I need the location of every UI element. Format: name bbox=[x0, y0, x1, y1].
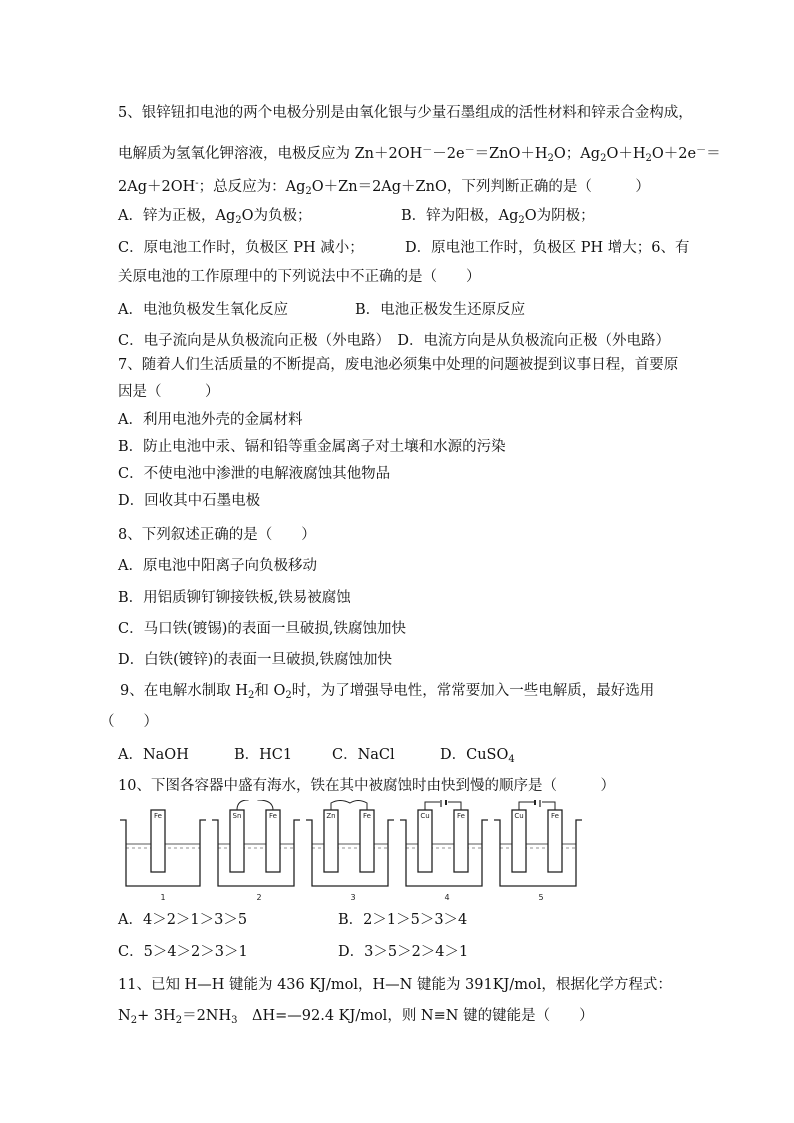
beaker-5-right-label: Fe bbox=[551, 812, 559, 820]
beaker-2-left-label: Sn bbox=[232, 812, 242, 820]
q11-equation: $N_2+ 3H_2=2NH_3$ ΔH=—92.4 KJ/mol，则 N≡N 键的键能是（ ） bbox=[118, 1008, 594, 1026]
q10-option-a: A．4＞2＞1＞3＞5 bbox=[118, 912, 248, 928]
beaker-3-left-label: Zn bbox=[326, 812, 336, 820]
q8-option-c: C．马口铁(镀锡)的表面一旦破损,铁腐蚀加快 bbox=[118, 621, 407, 637]
q7-stem-line1: 7、随着人们生活质量的不断提高，废电池必须集中处理的问题被提到议事日程，首要原 bbox=[118, 357, 679, 373]
q5-stem-line3: 2Ag＋2OH-；总反应为：$Ag_2O+Zn=2Ag+ZnO$，下列判断正确的是（ ） bbox=[118, 178, 650, 197]
q10-option-d: D．3＞5＞2＞4＞1 bbox=[338, 944, 469, 960]
beaker-2-number: 2 bbox=[256, 893, 262, 902]
beaker-3 bbox=[306, 801, 394, 887]
beaker-3-number: 3 bbox=[350, 893, 356, 902]
beaker-4 bbox=[400, 800, 488, 886]
q9-option-b: B．HC1 bbox=[234, 747, 293, 763]
q9-option-d: D．CuSO$_4$ bbox=[440, 747, 515, 765]
q6-option-a: A．电池负极发生氧化反应 bbox=[118, 302, 288, 318]
beaker-2-right-label: Fe bbox=[269, 812, 277, 820]
q7-option-a: A．利用电池外壳的金属材料 bbox=[118, 412, 303, 428]
beaker-5-left-label: Cu bbox=[514, 812, 524, 820]
q9-option-c: C．NaCl bbox=[332, 747, 395, 763]
beaker-2 bbox=[212, 800, 300, 886]
q7-option-c: C．不使电池中渗泄的电解液腐蚀其他物品 bbox=[118, 466, 391, 482]
corrosion-beakers-diagram bbox=[118, 800, 598, 906]
q6-option-cd: C．电子流向是从负极流向正极（外电路） D．电流方向是从负极流向正极（外电路） bbox=[118, 333, 670, 349]
beaker-1-right-label: Fe bbox=[154, 812, 162, 820]
beaker-3-right-label: Fe bbox=[363, 812, 371, 820]
beaker-4-left-label: Cu bbox=[420, 812, 430, 820]
q7-option-b: B．防止电池中汞、镉和铅等重金属离子对土壤和水源的污染 bbox=[118, 439, 506, 455]
q8-option-a: A．原电池中阳离子向负极移动 bbox=[118, 558, 317, 574]
beaker-4-number: 4 bbox=[444, 893, 450, 902]
q8-option-b: B．用铝质铆钉铆接铁板,铁易被腐蚀 bbox=[118, 590, 351, 606]
q10-option-c: C．5＞4＞2＞3＞1 bbox=[118, 944, 248, 960]
q5-stem-line2: 电解质为氢氧化钾溶液，电极反应为 $Zn+2OH^--2e^-=ZnO+H_2O$；$Ag_2O+H_2O+2e^-=$ bbox=[118, 145, 721, 164]
q10-stem: 10、下图各容器中盛有海水，铁在其中被腐蚀时由快到慢的顺序是（ ） bbox=[118, 778, 615, 794]
q5-option-b: B．锌为阳极，$Ag_2O$为阴极； bbox=[401, 208, 595, 226]
beaker-1 bbox=[120, 810, 206, 886]
q10-option-b: B．2＞1＞5＞3＞4 bbox=[338, 912, 468, 928]
q9-option-a: A．NaOH bbox=[118, 747, 189, 763]
q7-stem-line2: 因是（ ） bbox=[118, 384, 220, 400]
beaker-4-right-label: Fe bbox=[457, 812, 465, 820]
q9-stem: 9、在电解水制取 $H_2$和 $O_2$时，为了增强导电性，常常要加入一些电解质，最好选用 bbox=[120, 683, 655, 701]
q8-stem: 8、下列叙述正确的是（ ） bbox=[118, 527, 316, 543]
beaker-5-number: 5 bbox=[538, 893, 544, 902]
q11-stem: 11、已知 H—H 键能为 436 KJ/mol，H—N 键能为 391KJ/mol，根据化学方程式： bbox=[118, 977, 672, 993]
q5-stem-line1: 5、银锌钮扣电池的两个电极分别是由氧化银与少量石墨组成的活性材料和锌汞合金构成， bbox=[118, 105, 693, 121]
q6-stem: 关原电池的工作原理中的下列说法中不正确的是（ ） bbox=[118, 269, 481, 285]
beaker-5 bbox=[494, 800, 582, 886]
q7-option-d: D．回收其中石墨电极 bbox=[118, 493, 261, 509]
q5-option-a: A．锌为正极，$Ag_2O$为负极； bbox=[118, 208, 312, 226]
beaker-1-number: 1 bbox=[160, 893, 166, 902]
q5-option-c: C．原电池工作时，负极区 PH 减小； bbox=[118, 240, 364, 256]
q8-option-d: D．白铁(镀锌)的表面一旦破损,铁腐蚀加快 bbox=[118, 652, 393, 668]
q9-answer-paren: （ ） bbox=[100, 714, 158, 730]
q6-option-b: B．电池正极发生还原反应 bbox=[355, 302, 526, 318]
q5-option-d: D．原电池工作时，负极区 PH 增大；6、有 bbox=[405, 240, 690, 256]
